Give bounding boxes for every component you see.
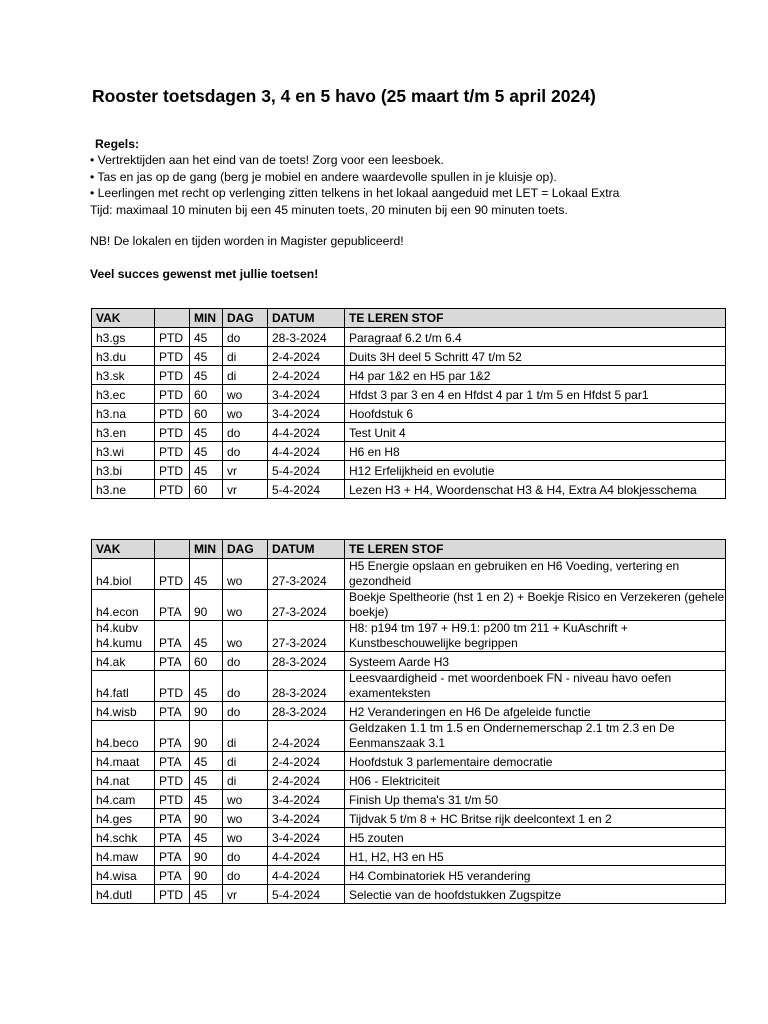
cell-datum: 5-4-2024	[268, 461, 345, 480]
cell-datum: 2-4-2024	[268, 366, 345, 385]
table-row	[92, 702, 726, 721]
cell-stof: Systeem Aarde H3	[345, 652, 726, 671]
cell-dag: do	[223, 671, 268, 702]
table-row	[92, 461, 726, 480]
cell-vak: h3.wi	[92, 442, 155, 461]
cell-dag: wo	[223, 828, 268, 847]
cell-stof: Hoofdstuk 3 parlementaire democratie	[345, 752, 726, 771]
cell-min: 60	[190, 385, 223, 404]
cell-datum: 4-4-2024	[268, 423, 345, 442]
cell-dag: wo	[223, 621, 268, 652]
table-row	[92, 671, 726, 702]
table-row	[92, 347, 726, 366]
cell-dag: wo	[223, 590, 268, 621]
cell-type: PTA	[155, 652, 190, 671]
cell-min: 90	[190, 847, 223, 866]
table-row	[92, 328, 726, 347]
cell-type: PTA	[155, 702, 190, 721]
cell-datum: 4-4-2024	[268, 847, 345, 866]
cell-stof: H2 Veranderingen en H6 De afgeleide functie	[345, 702, 726, 721]
table-row	[92, 809, 726, 828]
cell-datum: 4-4-2024	[268, 866, 345, 885]
cell-stof: H8: p194 tm 197 + H9.1: p200 tm 211 + KuAschrift + Kunstbeschouwelijke begrippen	[345, 621, 726, 652]
cell-type: PTD	[155, 790, 190, 809]
cell-dag: do	[223, 652, 268, 671]
cell-vak: h3.sk	[92, 366, 155, 385]
rules-item: • Tas en jas op de gang (berg je mobiel en andere waardevolle spullen in je kluisje op).	[90, 169, 557, 184]
cell-datum: 3-4-2024	[268, 828, 345, 847]
table-row	[92, 423, 726, 442]
cell-type: PTD	[155, 328, 190, 347]
cell-min: 45	[190, 328, 223, 347]
good-luck-text: Veel succes gewenst met jullie toetsen!	[90, 267, 319, 281]
cell-dag: di	[223, 347, 268, 366]
cell-dag: do	[223, 702, 268, 721]
schedule-table-h3	[91, 308, 726, 499]
cell-datum: 3-4-2024	[268, 809, 345, 828]
cell-vak: h3.bi	[92, 461, 155, 480]
cell-stof: H5 zouten	[345, 828, 726, 847]
table-header-row	[92, 309, 726, 328]
cell-dag: do	[223, 866, 268, 885]
cell-vak: h4.beco	[92, 721, 155, 752]
cell-type: PTA	[155, 752, 190, 771]
rules-item: Tijd: maximaal 10 minuten bij een 45 minuten toets, 20 minuten bij een 90 minuten toets.	[90, 202, 568, 217]
cell-datum: 28-3-2024	[268, 652, 345, 671]
table-row	[92, 866, 726, 885]
cell-stof: Lezen H3 + H4, Woordenschat H3 & H4, Extra A4 blokjesschema	[345, 480, 726, 499]
table-row	[92, 385, 726, 404]
cell-dag: di	[223, 721, 268, 752]
cell-dag: do	[223, 847, 268, 866]
cell-min: 60	[190, 404, 223, 423]
rules-item: • Vertrektijden aan het eind van de toets! Zorg voor een leesboek.	[90, 153, 444, 168]
cell-min: 60	[190, 480, 223, 499]
cell-type: PTD	[155, 347, 190, 366]
cell-stof: H5 Energie opslaan en gebruiken en H6 Voeding, vertering en gezondheid	[345, 559, 726, 590]
cell-min: 90	[190, 809, 223, 828]
cell-stof: Finish Up thema's 31 t/m 50	[345, 790, 726, 809]
table-row	[92, 621, 726, 652]
cell-dag: vr	[223, 461, 268, 480]
cell-dag: di	[223, 771, 268, 790]
column-header: TE LEREN STOF	[345, 540, 726, 559]
column-header: VAK	[92, 309, 155, 328]
cell-stof: Hfdst 3 par 3 en 4 en Hfdst 4 par 1 t/m 5 en Hfdst 5 par1	[345, 385, 726, 404]
cell-vak: h4.econ	[92, 590, 155, 621]
cell-stof: Leesvaardigheid - met woordenboek FN - niveau havo oefen examenteksten	[345, 671, 726, 702]
cell-datum: 5-4-2024	[268, 480, 345, 499]
cell-stof: Selectie van de hoofdstukken Zugspitze	[345, 885, 726, 904]
column-header: DATUM	[268, 309, 345, 328]
cell-dag: vr	[223, 885, 268, 904]
table-row	[92, 721, 726, 752]
cell-min: 45	[190, 423, 223, 442]
table-row	[92, 771, 726, 790]
cell-min: 90	[190, 590, 223, 621]
cell-type: PTA	[155, 828, 190, 847]
cell-type: PTD	[155, 559, 190, 590]
schedule-table-h4	[91, 539, 726, 904]
column-header: TE LEREN STOF	[345, 309, 726, 328]
cell-dag: do	[223, 442, 268, 461]
cell-vak: h4.nat	[92, 771, 155, 790]
cell-stof: Hoofdstuk 6	[345, 404, 726, 423]
cell-vak: h4.biol	[92, 559, 155, 590]
cell-type: PTD	[155, 771, 190, 790]
cell-vak: h4.wisb	[92, 702, 155, 721]
table-row	[92, 847, 726, 866]
cell-min: 45	[190, 671, 223, 702]
cell-type: PTD	[155, 385, 190, 404]
cell-vak: h3.na	[92, 404, 155, 423]
cell-stof: H1, H2, H3 en H5	[345, 847, 726, 866]
table-row	[92, 404, 726, 423]
cell-stof: H4 par 1&2 en H5 par 1&2	[345, 366, 726, 385]
cell-vak: h3.gs	[92, 328, 155, 347]
table-row	[92, 442, 726, 461]
cell-type: PTD	[155, 423, 190, 442]
cell-type: PTD	[155, 480, 190, 499]
cell-stof: H12 Erfelijkheid en evolutie	[345, 461, 726, 480]
table-header-row	[92, 540, 726, 559]
cell-datum: 5-4-2024	[268, 885, 345, 904]
table-row	[92, 790, 726, 809]
column-header: MIN	[190, 309, 223, 328]
cell-dag: do	[223, 328, 268, 347]
cell-stof: H4 Combinatoriek H5 verandering	[345, 866, 726, 885]
cell-type: PTD	[155, 885, 190, 904]
cell-datum: 28-3-2024	[268, 702, 345, 721]
cell-min: 90	[190, 866, 223, 885]
cell-vak: h4.cam	[92, 790, 155, 809]
table-row	[92, 828, 726, 847]
cell-dag: wo	[223, 404, 268, 423]
cell-stof: Duits 3H deel 5 Schritt 47 t/m 52	[345, 347, 726, 366]
cell-type: PTA	[155, 590, 190, 621]
cell-datum: 28-3-2024	[268, 671, 345, 702]
table-row	[92, 652, 726, 671]
cell-min: 45	[190, 621, 223, 652]
cell-min: 90	[190, 721, 223, 752]
cell-dag: wo	[223, 559, 268, 590]
cell-type: PTD	[155, 442, 190, 461]
cell-datum: 2-4-2024	[268, 752, 345, 771]
cell-datum: 2-4-2024	[268, 771, 345, 790]
rules-heading: Regels:	[95, 137, 140, 151]
table-row	[92, 752, 726, 771]
cell-datum: 27-3-2024	[268, 621, 345, 652]
cell-type: PTD	[155, 404, 190, 423]
table-row	[92, 559, 726, 590]
cell-min: 45	[190, 885, 223, 904]
column-header: VAK	[92, 540, 155, 559]
cell-datum: 28-3-2024	[268, 328, 345, 347]
cell-dag: di	[223, 752, 268, 771]
cell-vak: h4.kubv h4.kumu	[92, 621, 155, 652]
cell-min: 45	[190, 347, 223, 366]
cell-type: PTA	[155, 809, 190, 828]
rules-block	[90, 136, 619, 218]
cell-stof: Geldzaken 1.1 tm 1.5 en Ondernemerschap 2.1 tm 2.3 en De Eenmanszaak 3.1	[345, 721, 726, 752]
cell-datum: 27-3-2024	[268, 590, 345, 621]
cell-dag: wo	[223, 385, 268, 404]
cell-type: PTA	[155, 621, 190, 652]
cell-dag: di	[223, 366, 268, 385]
cell-stof: H06 - Elektriciteit	[345, 771, 726, 790]
cell-datum: 3-4-2024	[268, 404, 345, 423]
cell-type: PTD	[155, 671, 190, 702]
cell-min: 45	[190, 828, 223, 847]
cell-min: 45	[190, 442, 223, 461]
cell-stof: Tijdvak 5 t/m 8 + HC Britse rijk deelcontext 1 en 2	[345, 809, 726, 828]
cell-min: 60	[190, 652, 223, 671]
cell-dag: wo	[223, 809, 268, 828]
cell-stof: Paragraaf 6.2 t/m 6.4	[345, 328, 726, 347]
column-header: DAG	[223, 309, 268, 328]
cell-dag: wo	[223, 790, 268, 809]
column-header	[155, 540, 190, 559]
cell-min: 45	[190, 366, 223, 385]
table-row	[92, 590, 726, 621]
cell-datum: 2-4-2024	[268, 347, 345, 366]
cell-type: PTA	[155, 847, 190, 866]
cell-stof: Test Unit 4	[345, 423, 726, 442]
cell-datum: 3-4-2024	[268, 790, 345, 809]
cell-dag: do	[223, 423, 268, 442]
rules-item: • Leerlingen met recht op verlenging zitten telkens in het lokaal aangeduid met LET = Lokaal Extra	[90, 186, 620, 201]
column-header	[155, 309, 190, 328]
column-header: DATUM	[268, 540, 345, 559]
cell-vak: h4.ges	[92, 809, 155, 828]
cell-datum: 4-4-2024	[268, 442, 345, 461]
cell-dag: vr	[223, 480, 268, 499]
cell-vak: h4.maat	[92, 752, 155, 771]
cell-vak: h3.en	[92, 423, 155, 442]
cell-datum: 3-4-2024	[268, 385, 345, 404]
cell-min: 90	[190, 702, 223, 721]
cell-min: 45	[190, 559, 223, 590]
table-row	[92, 885, 726, 904]
cell-vak: h4.maw	[92, 847, 155, 866]
cell-type: PTD	[155, 366, 190, 385]
cell-type: PTD	[155, 461, 190, 480]
column-header: DAG	[223, 540, 268, 559]
cell-vak: h4.ak	[92, 652, 155, 671]
cell-type: PTA	[155, 721, 190, 752]
cell-vak: h4.wisa	[92, 866, 155, 885]
cell-vak: h4.dutl	[92, 885, 155, 904]
column-header: MIN	[190, 540, 223, 559]
cell-datum: 27-3-2024	[268, 559, 345, 590]
cell-vak: h3.du	[92, 347, 155, 366]
cell-min: 45	[190, 771, 223, 790]
cell-min: 45	[190, 790, 223, 809]
notice-text: NB! De lokalen en tijden worden in Magister gepubliceerd!	[90, 234, 404, 248]
table-row	[92, 366, 726, 385]
cell-stof: H6 en H8	[345, 442, 726, 461]
cell-vak: h4.schk	[92, 828, 155, 847]
cell-vak: h3.ec	[92, 385, 155, 404]
page-title: Rooster toetsdagen 3, 4 en 5 havo (25 maart t/m 5 april 2024)	[92, 86, 596, 106]
cell-min: 45	[190, 752, 223, 771]
cell-min: 45	[190, 461, 223, 480]
cell-vak: h3.ne	[92, 480, 155, 499]
cell-datum: 2-4-2024	[268, 721, 345, 752]
table-row	[92, 480, 726, 499]
cell-vak: h4.fatl	[92, 671, 155, 702]
cell-type: PTA	[155, 866, 190, 885]
cell-stof: Boekje Speltheorie (hst 1 en 2) + Boekje Risico en Verzekeren (gehele boekje)	[345, 590, 726, 621]
